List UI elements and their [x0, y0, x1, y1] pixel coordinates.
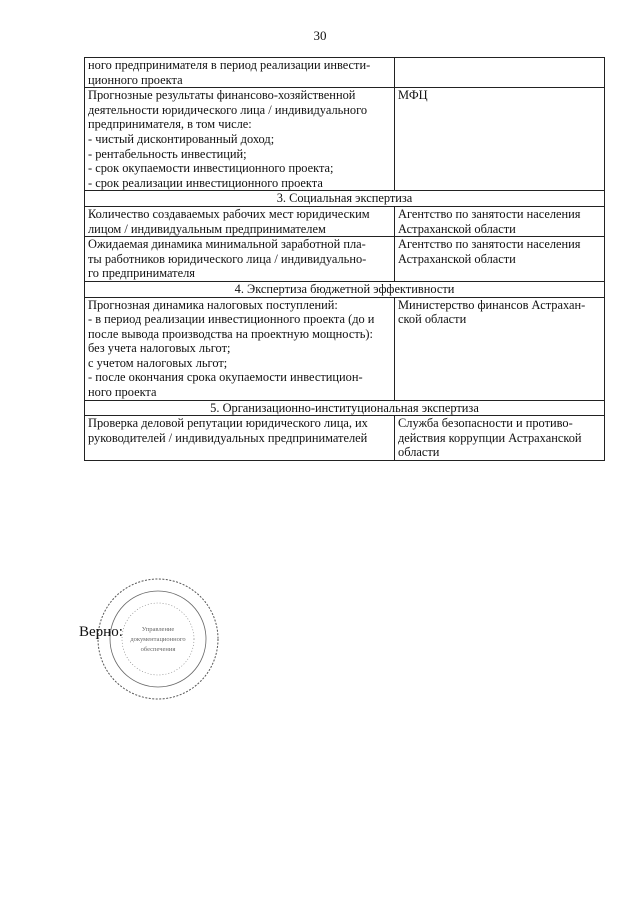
cell-line [398, 58, 601, 73]
criterion-cell [85, 206, 395, 236]
svg-text:Управление: Управление [141, 626, 175, 633]
responsible-body-cell [395, 58, 605, 88]
cell-line: действия коррупции Астраханской [398, 430, 582, 445]
cell-line: Ожидаемая динамика минимальной заработной пла- [88, 237, 366, 252]
cell-line: лицом / индивидуальным предпринимателем [88, 221, 326, 236]
responsible-body-cell [395, 237, 605, 282]
responsible-body-cell [395, 416, 605, 461]
cell-line: ской области [398, 312, 467, 327]
responsible-body-cell [395, 88, 605, 191]
cell-line: Астраханской области [398, 251, 516, 266]
section-title: 4. Экспертиза бюджетной эффективности [85, 281, 605, 297]
cell-line: с учетом налоговых льгот; [88, 355, 228, 370]
cell-line: области [398, 445, 440, 460]
expertise-table-body [85, 58, 605, 461]
svg-text:документационного: документационного [130, 636, 186, 643]
cell-line: деятельности юридического лица / индивидуального [88, 102, 368, 117]
expertise-table [84, 57, 605, 461]
cell-line: - рентабельность инвестиций; [88, 146, 247, 161]
table-row [85, 297, 605, 400]
responsible-body-cell [395, 297, 605, 400]
criterion-cell [85, 58, 395, 88]
cell-line: - после окончания срока окупаемости инвестицион- [88, 370, 363, 385]
cell-line: после вывода производства на проектную мощность): [88, 326, 373, 341]
section-header-row [85, 400, 605, 416]
table-row [85, 88, 605, 191]
section-header-row [85, 191, 605, 207]
table-row [85, 206, 605, 236]
cell-line: без учета налоговых льгот; [88, 341, 231, 356]
cell-line: - в период реализации инвестиционного проекта (до и [88, 312, 375, 327]
cell-line: МФЦ [398, 88, 428, 103]
cell-line: ционного проекта [88, 72, 183, 87]
cell-line: Агентство по занятости населения [398, 206, 581, 221]
cell-line: - срок реализации инвестиционного проекта [88, 175, 323, 190]
cell-line: предпринимателя, в том числе: [88, 117, 252, 132]
cell-line: Астраханской области [398, 221, 516, 236]
criterion-cell [85, 237, 395, 282]
cell-line: Прогнозные результаты финансово-хозяйственной [88, 88, 356, 103]
section-header-row [85, 281, 605, 297]
section-title: 3. Социальная экспертиза [85, 191, 605, 207]
responsible-body-cell [395, 206, 605, 236]
cell-line: - чистый дисконтированный доход; [88, 131, 275, 146]
cell-line: руководителей / индивидуальных предпринимателей [88, 430, 368, 445]
table-row [85, 237, 605, 282]
section-title: 5. Организационно-институциональная экспертиза [85, 400, 605, 416]
cell-line: Проверка деловой репутации юридического лица, их [88, 416, 368, 431]
cell-line: ты работников юридического лица / индивидуально- [88, 251, 367, 266]
svg-text:обеспечения: обеспечения [140, 646, 176, 653]
table-row [85, 416, 605, 461]
cell-line: - срок окупаемости инвестиционного проекта; [88, 161, 334, 176]
cell-line: Министерство финансов Астрахан- [398, 297, 586, 312]
cell-line: го предпринимателя [88, 266, 195, 281]
criterion-cell [85, 297, 395, 400]
criterion-cell [85, 416, 395, 461]
table-row [85, 58, 605, 88]
cell-line: Агентство по занятости населения [398, 237, 581, 252]
criterion-cell [85, 88, 395, 191]
cell-line: Прогнозная динамика налоговых поступлений: [88, 297, 338, 312]
cell-line: ного проекта [88, 385, 157, 400]
certification-label: Верно: [79, 624, 123, 640]
cell-line: Служба безопасности и противо- [398, 416, 573, 431]
cell-line: ного предпринимателя в период реализации инвести- [88, 58, 371, 72]
page-number: 30 [313, 28, 327, 43]
cell-line: Количество создаваемых рабочих мест юридическим [88, 206, 370, 221]
